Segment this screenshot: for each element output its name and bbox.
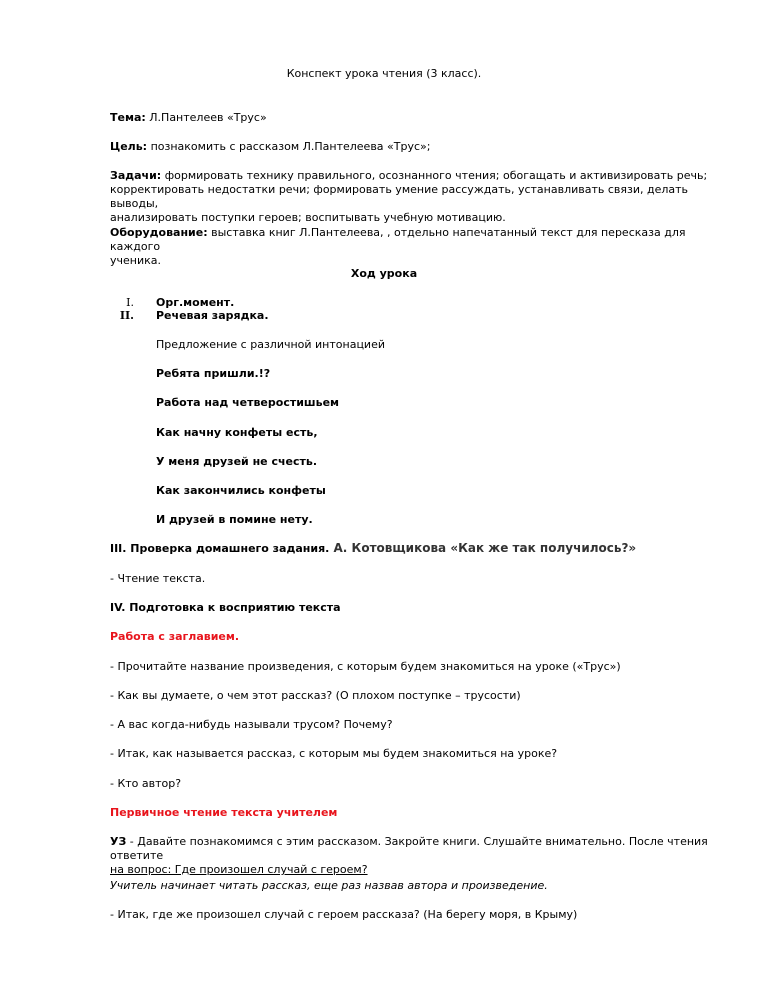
uz-label: УЗ — [110, 835, 127, 848]
tasks-line-2: корректировать недостатки речи; формировать умение рассуждать, устанавливать связи, делать выводы, — [110, 183, 689, 210]
equipment-label: Оборудование: — [110, 226, 208, 239]
section-3-text: А. Котовщикова «Как же так получилось?» — [329, 541, 637, 555]
goal-label: Цель: — [110, 140, 148, 153]
outline-number-2: II. — [119, 309, 134, 322]
poem-line-4: И друзей в помине нету. — [156, 513, 313, 526]
question-2: - Как вы думаете, о чем этот рассказ? (О плохом поступке – трусости) — [110, 689, 521, 702]
teacher-note: Учитель начинает читать рассказ, еще раз назвав автора и произведение. — [110, 879, 548, 892]
primary-reading-heading: Первичное чтение текста учителем — [110, 806, 338, 819]
uz-line-2: на вопрос: Где произошел случай с героем? — [110, 863, 368, 876]
poem-line-2: У меня друзей не счесть. — [156, 455, 318, 468]
equipment-paragraph — [110, 226, 730, 268]
reading-line: - Чтение текста. — [110, 572, 206, 585]
tasks-paragraph — [110, 169, 730, 225]
poem-line-1: Как начну конфеты есть, — [156, 426, 318, 439]
title-work-heading: Работа с заглавием. — [110, 630, 240, 643]
tasks-line-3: анализировать поступки героев; воспитывать учебную мотивацию. — [110, 211, 506, 224]
outline-number-1: I. — [126, 296, 134, 309]
outline-item-1: Орг.момент. — [156, 296, 235, 309]
lesson-progress-heading: Ход урока — [350, 267, 418, 280]
goal-line — [110, 140, 710, 154]
intonation-intro: Предложение с различной интонацией — [156, 338, 385, 351]
document-title: Конспект урока чтения (3 класс). — [286, 67, 482, 80]
topic-line — [110, 111, 710, 125]
tasks-line-1: Задачи: формировать технику правильного, осознанного чтения; обогащать и активизировать речь; — [110, 169, 708, 182]
question-1: - Прочитайте название произведения, с которым будем знакомиться на уроке («Трус») — [110, 660, 621, 673]
outline-item-2: Речевая зарядка. — [156, 309, 269, 322]
question-5: - Кто автор? — [110, 777, 182, 790]
question-3: - А вас когда-нибудь называли трусом? Почему? — [110, 718, 393, 731]
goal-value: познакомить с рассказом Л.Пантелеева «Трус»; — [147, 140, 431, 153]
uz-line-1: УЗ - Давайте познакомимся с этим рассказом. Закройте книги. Слушайте внимательно. После чтения ответите — [110, 835, 708, 862]
tasks-label: Задачи: — [110, 169, 162, 182]
poem-line-3: Как закончились конфеты — [156, 484, 326, 497]
uz-paragraph — [110, 835, 740, 877]
topic-label: Тема: — [110, 111, 146, 124]
final-question: - Итак, где же произошел случай с героем рассказа? (На берегу моря, в Крыму) — [110, 908, 578, 921]
section-3-heading — [110, 541, 710, 556]
equipment-line-2: ученика. — [110, 254, 161, 267]
section-3-label: III. Проверка домашнего задания. — [110, 542, 330, 555]
section-4-heading: IV. Подготовка к восприятию текста — [110, 601, 341, 614]
poem-title: Работа над четверостишьем — [156, 396, 340, 409]
topic-value: Л.Пантелеев «Трус» — [145, 111, 267, 124]
intonation-sentence: Ребята пришли.!? — [156, 367, 271, 380]
equipment-line-1: Оборудование: выставка книг Л.Пантелеева, , отдельно напечатанный текст для пересказа для каждого — [110, 226, 686, 253]
question-4: - Итак, как называется рассказ, с которым мы будем знакомиться на уроке? — [110, 747, 558, 760]
